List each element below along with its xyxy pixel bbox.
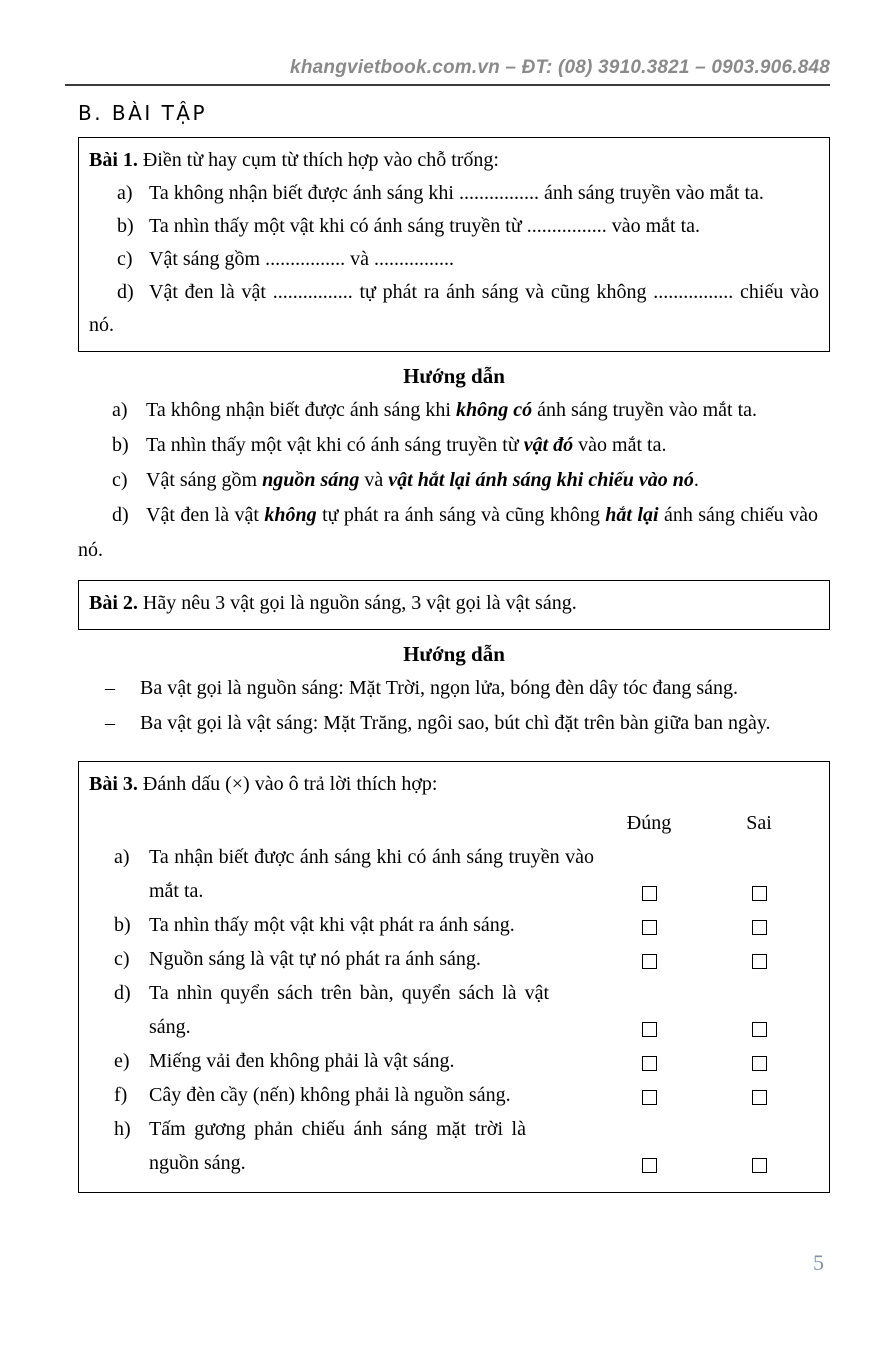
bai3-row-d [89,976,819,1044]
dung-cell [594,920,704,942]
item-text: Ta không nhận biết được ánh sáng khi ................ ánh sáng truyền vào mắt ta. [149,182,764,204]
item-marker: b) [117,215,134,237]
item-marker: d) [117,281,134,303]
answer-text: Ta không nhận biết được ánh sáng khi [146,399,456,421]
answer-fill: nguồn sáng [262,469,360,491]
huongdan1-title: Hướng dẫn [403,364,505,388]
row-text-cell [89,976,594,1044]
bai3-row-h [89,1112,819,1180]
item-text: Miếng vải đen không phải là vật sáng. [149,1050,455,1072]
answer-text: và [359,469,389,491]
checkbox-a-dung[interactable] [642,886,657,901]
item-text: Ta nhìn quyển sách trên bàn, quyển sách là vật sáng. [149,982,549,1038]
bai3-title [89,768,819,801]
item-marker: d) [114,982,131,1004]
answer-text: . [693,469,699,491]
checkbox-b-dung[interactable] [642,920,657,935]
sai-cell [704,1022,814,1044]
dash-marker: – [105,677,115,699]
section-title: B. BÀI TẬP [78,101,208,125]
item-marker: e) [114,1050,130,1072]
row-text-cell [89,908,594,942]
checkbox-b-sai[interactable] [752,920,767,935]
checkbox-a-sai[interactable] [752,886,767,901]
row-statement [89,1078,594,1112]
sai-cell [704,954,814,976]
dung-cell [594,1056,704,1078]
checkbox-f-sai[interactable] [752,1090,767,1105]
item-marker: a) [117,182,133,204]
item-text: Vật đen là vật ................ tự phát ra ánh sáng và cũng không ................ chiếu vào nó. [89,281,819,336]
bai1-item-c [89,243,819,276]
bai1-item-b [89,210,819,243]
sai-cell [704,1056,814,1078]
row-text-cell [89,840,594,908]
bai2-prompt: Hãy nêu 3 vật gọi là nguồn sáng, 3 vật gọi là vật sáng. [137,592,577,614]
row-statement [89,942,594,976]
huongdan1-answer-a [78,393,818,428]
row-statement [89,976,549,1044]
sai-cell [704,1158,814,1180]
item-marker: a) [114,846,130,868]
item-marker: h) [114,1118,131,1140]
dung-cell [594,886,704,908]
item-marker: c) [112,469,128,491]
row-statement [89,908,594,942]
answer-text: Vật đen là vật [146,504,265,526]
item-text: Cây đèn cầy (nến) không phải là nguồn sáng. [149,1084,511,1106]
row-text-cell [89,1044,594,1078]
answer-text: ánh sáng chiếu vào nó. [78,504,818,561]
item-text: Ta nhận biết được ánh sáng khi có ánh sáng truyền vào mắt ta. [149,846,594,902]
answer-fill: vật hắt lại ánh sáng khi chiếu vào nó [388,469,694,491]
answer-text: Ba vật gọi là vật sáng: Mặt Trăng, ngôi sao, bút chì đặt trên bàn giữa ban ngày. [140,712,771,734]
answer-text: tự phát ra ánh sáng và cũng không [316,504,606,526]
item-text: Ta nhìn thấy một vật khi vật phát ra ánh sáng. [149,914,515,936]
bai1-box [78,137,830,352]
checkbox-h-dung[interactable] [642,1158,657,1173]
answer-text: Vật sáng gồm [146,469,263,491]
checkbox-d-sai[interactable] [752,1022,767,1037]
answer-fill: không [264,504,317,526]
item-marker: a) [112,399,128,421]
answer-text: Ta nhìn thấy một vật khi có ánh sáng truyền từ [146,434,524,456]
row-statement [89,1112,526,1180]
column-header-dung: Đúng [626,812,672,834]
bai3-label: Bài 3. [89,773,138,795]
item-marker: f) [114,1084,128,1106]
row-text-cell [89,1078,594,1112]
bai3-row-a [89,840,819,908]
answer-text: Ba vật gọi là nguồn sáng: Mặt Trời, ngọn lửa, bóng đèn dây tóc đang sáng. [140,677,739,699]
dung-cell [594,1022,704,1044]
bai2-answer-1 [78,671,830,706]
bai1-item-d [89,276,819,342]
bai3-row-e [89,1044,819,1078]
item-text: Tấm gương phản chiếu ánh sáng mặt trời là nguồn sáng. [149,1118,526,1174]
dung-cell [594,954,704,976]
answer-text: vào mắt ta. [573,434,667,456]
item-text: Ta nhìn thấy một vật khi có ánh sáng truyền từ ................ vào mắt ta. [149,215,700,237]
sai-cell [704,920,814,942]
item-marker: c) [114,948,130,970]
answer-fill: vật đó [523,434,574,456]
bai3-prompt: Đánh dấu (×) vào ô trả lời thích hợp: [137,773,438,795]
row-text-cell [89,942,594,976]
item-text: Vật sáng gồm ................ và ................ [149,248,454,270]
sai-cell [704,886,814,908]
dash-marker: – [105,712,115,734]
bai2-title [89,587,819,620]
checkbox-e-dung[interactable] [642,1056,657,1071]
bai1-item-a [89,177,819,210]
bai2-box [78,580,830,630]
bai1-title [89,144,819,177]
item-marker: b) [112,434,129,456]
checkbox-d-dung[interactable] [642,1022,657,1037]
item-text: Nguồn sáng là vật tự nó phát ra ánh sáng. [149,948,481,970]
bai2-label: Bài 2. [89,592,138,614]
item-marker: c) [117,248,133,270]
row-statement [89,840,594,908]
checkbox-c-sai[interactable] [752,954,767,969]
bai2-answer-2 [78,706,830,741]
checkbox-c-dung[interactable] [642,954,657,969]
sai-cell [704,1090,814,1112]
dung-cell [594,1090,704,1112]
huongdan1-answer-c [78,463,818,498]
bai3-column-headers [89,807,819,840]
header-divider [65,84,830,86]
checkbox-f-dung[interactable] [642,1090,657,1105]
answer-fill: không có [455,399,533,421]
page-number: 5 [813,1250,824,1275]
bai3-row-b [89,908,819,942]
row-statement [89,1044,594,1078]
checkbox-e-sai[interactable] [752,1056,767,1071]
answer-fill: hắt lại [605,504,659,526]
bai3-row-f [89,1078,819,1112]
column-header-sai: Sai [746,812,772,834]
bai1-prompt: Điền từ hay cụm từ thích hợp vào chỗ trống: [137,149,499,171]
huongdan2-title: Hướng dẫn [403,642,505,666]
bai3-row-c [89,942,819,976]
item-marker: b) [114,914,131,936]
bai3-box [78,761,830,1193]
answer-text: ánh sáng truyền vào mắt ta. [532,399,758,421]
item-marker: d) [112,504,129,526]
dung-cell [594,1158,704,1180]
checkbox-h-sai[interactable] [752,1158,767,1173]
row-text-cell [89,1112,594,1180]
running-header: khangvietbook.com.vn – ĐT: (08) 3910.3821 – 0903.906.848 [290,57,830,78]
bai1-label: Bài 1. [89,149,138,171]
huongdan1-answer-b [78,428,818,463]
column-spacer [89,807,594,840]
huongdan1-answer-d [78,498,818,568]
